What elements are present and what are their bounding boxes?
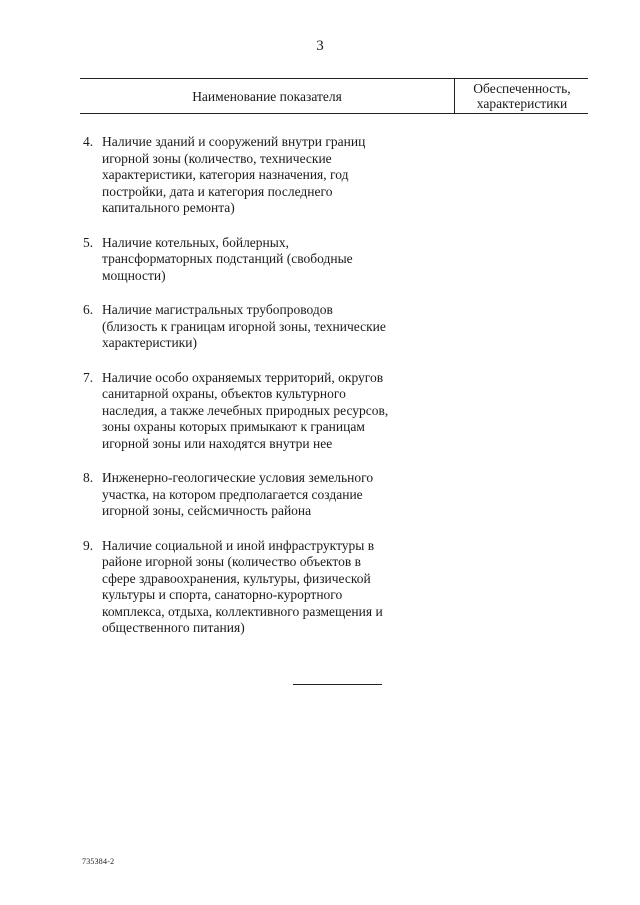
item-number: 8.: [83, 470, 94, 485]
item-text: [102, 134, 428, 217]
header-availability: [456, 81, 588, 111]
header-indicator-name: Наименование показателя: [192, 89, 342, 104]
item-line: Наличие магистральных трубопроводов: [102, 302, 333, 317]
item-text: [102, 235, 428, 285]
item-line: капитального ремонта): [102, 200, 235, 215]
item-line: наследия, а также лечебных природных ресурсов,: [102, 402, 389, 418]
indicator-list: [83, 134, 428, 637]
item-line: (близость к границам игорной зоны, технические: [102, 318, 386, 334]
list-item: [83, 370, 428, 453]
item-line: комплекса, отдыха, коллективного размещения и: [102, 603, 383, 619]
item-line: районе игорной зоны (количество объектов в: [102, 554, 362, 569]
item-line: Инженерно-геологические условия земельного: [102, 470, 374, 485]
item-line: сфере здравоохранения, культуры, физической: [102, 570, 371, 586]
item-line: игорной зоны (количество, технические: [102, 150, 332, 166]
item-line: Наличие социальной и иной инфраструктуры в: [102, 537, 375, 553]
item-line: постройки, дата и категория последнего: [102, 183, 333, 199]
item-number: 9.: [83, 537, 94, 553]
page-number: 3: [316, 38, 324, 54]
list-item: [83, 235, 428, 285]
item-line: игорной зоны или находятся внутри нее: [102, 435, 333, 451]
item-line: Наличие котельных, бойлерных,: [102, 234, 289, 250]
item-line: Наличие особо охраняемых территорий, округов: [102, 369, 384, 385]
item-line: зоны охраны которых примыкают к границам: [102, 419, 365, 434]
item-line: мощности): [102, 267, 166, 283]
closing-rule: [293, 684, 382, 685]
header-availability-line2: характеристики: [476, 96, 568, 111]
list-item: [83, 134, 428, 217]
list-item: [83, 538, 428, 637]
item-line: культуры и спорта, санаторно-курортного: [102, 587, 343, 602]
header-availability-line1: Обеспеченность,: [473, 81, 571, 96]
item-line: игорной зоны, сейсмичность района: [102, 503, 312, 518]
item-number: 5.: [83, 234, 94, 250]
item-number: 6.: [83, 302, 94, 317]
item-line: участка, на котором предполагается создание: [102, 486, 363, 502]
item-text: [102, 302, 428, 352]
list-item: [83, 470, 428, 520]
item-number: 4.: [83, 134, 94, 149]
item-number: 7.: [83, 369, 94, 385]
table-header: [80, 78, 588, 114]
item-line: общественного питания): [102, 620, 245, 635]
item-line: характеристики, категория назначения, год: [102, 167, 349, 182]
item-text: [102, 370, 428, 453]
item-line: трансформаторных подстанций (свободные: [102, 251, 353, 266]
item-line: характеристики): [102, 335, 197, 350]
document-code: 735384-2: [82, 857, 115, 866]
item-text: [102, 470, 428, 520]
item-text: [102, 538, 428, 637]
column-divider: [454, 79, 455, 113]
item-line: санитарной охраны, объектов культурного: [102, 386, 346, 401]
list-item: [83, 302, 428, 352]
item-line: Наличие зданий и сооружений внутри границ: [102, 134, 366, 149]
